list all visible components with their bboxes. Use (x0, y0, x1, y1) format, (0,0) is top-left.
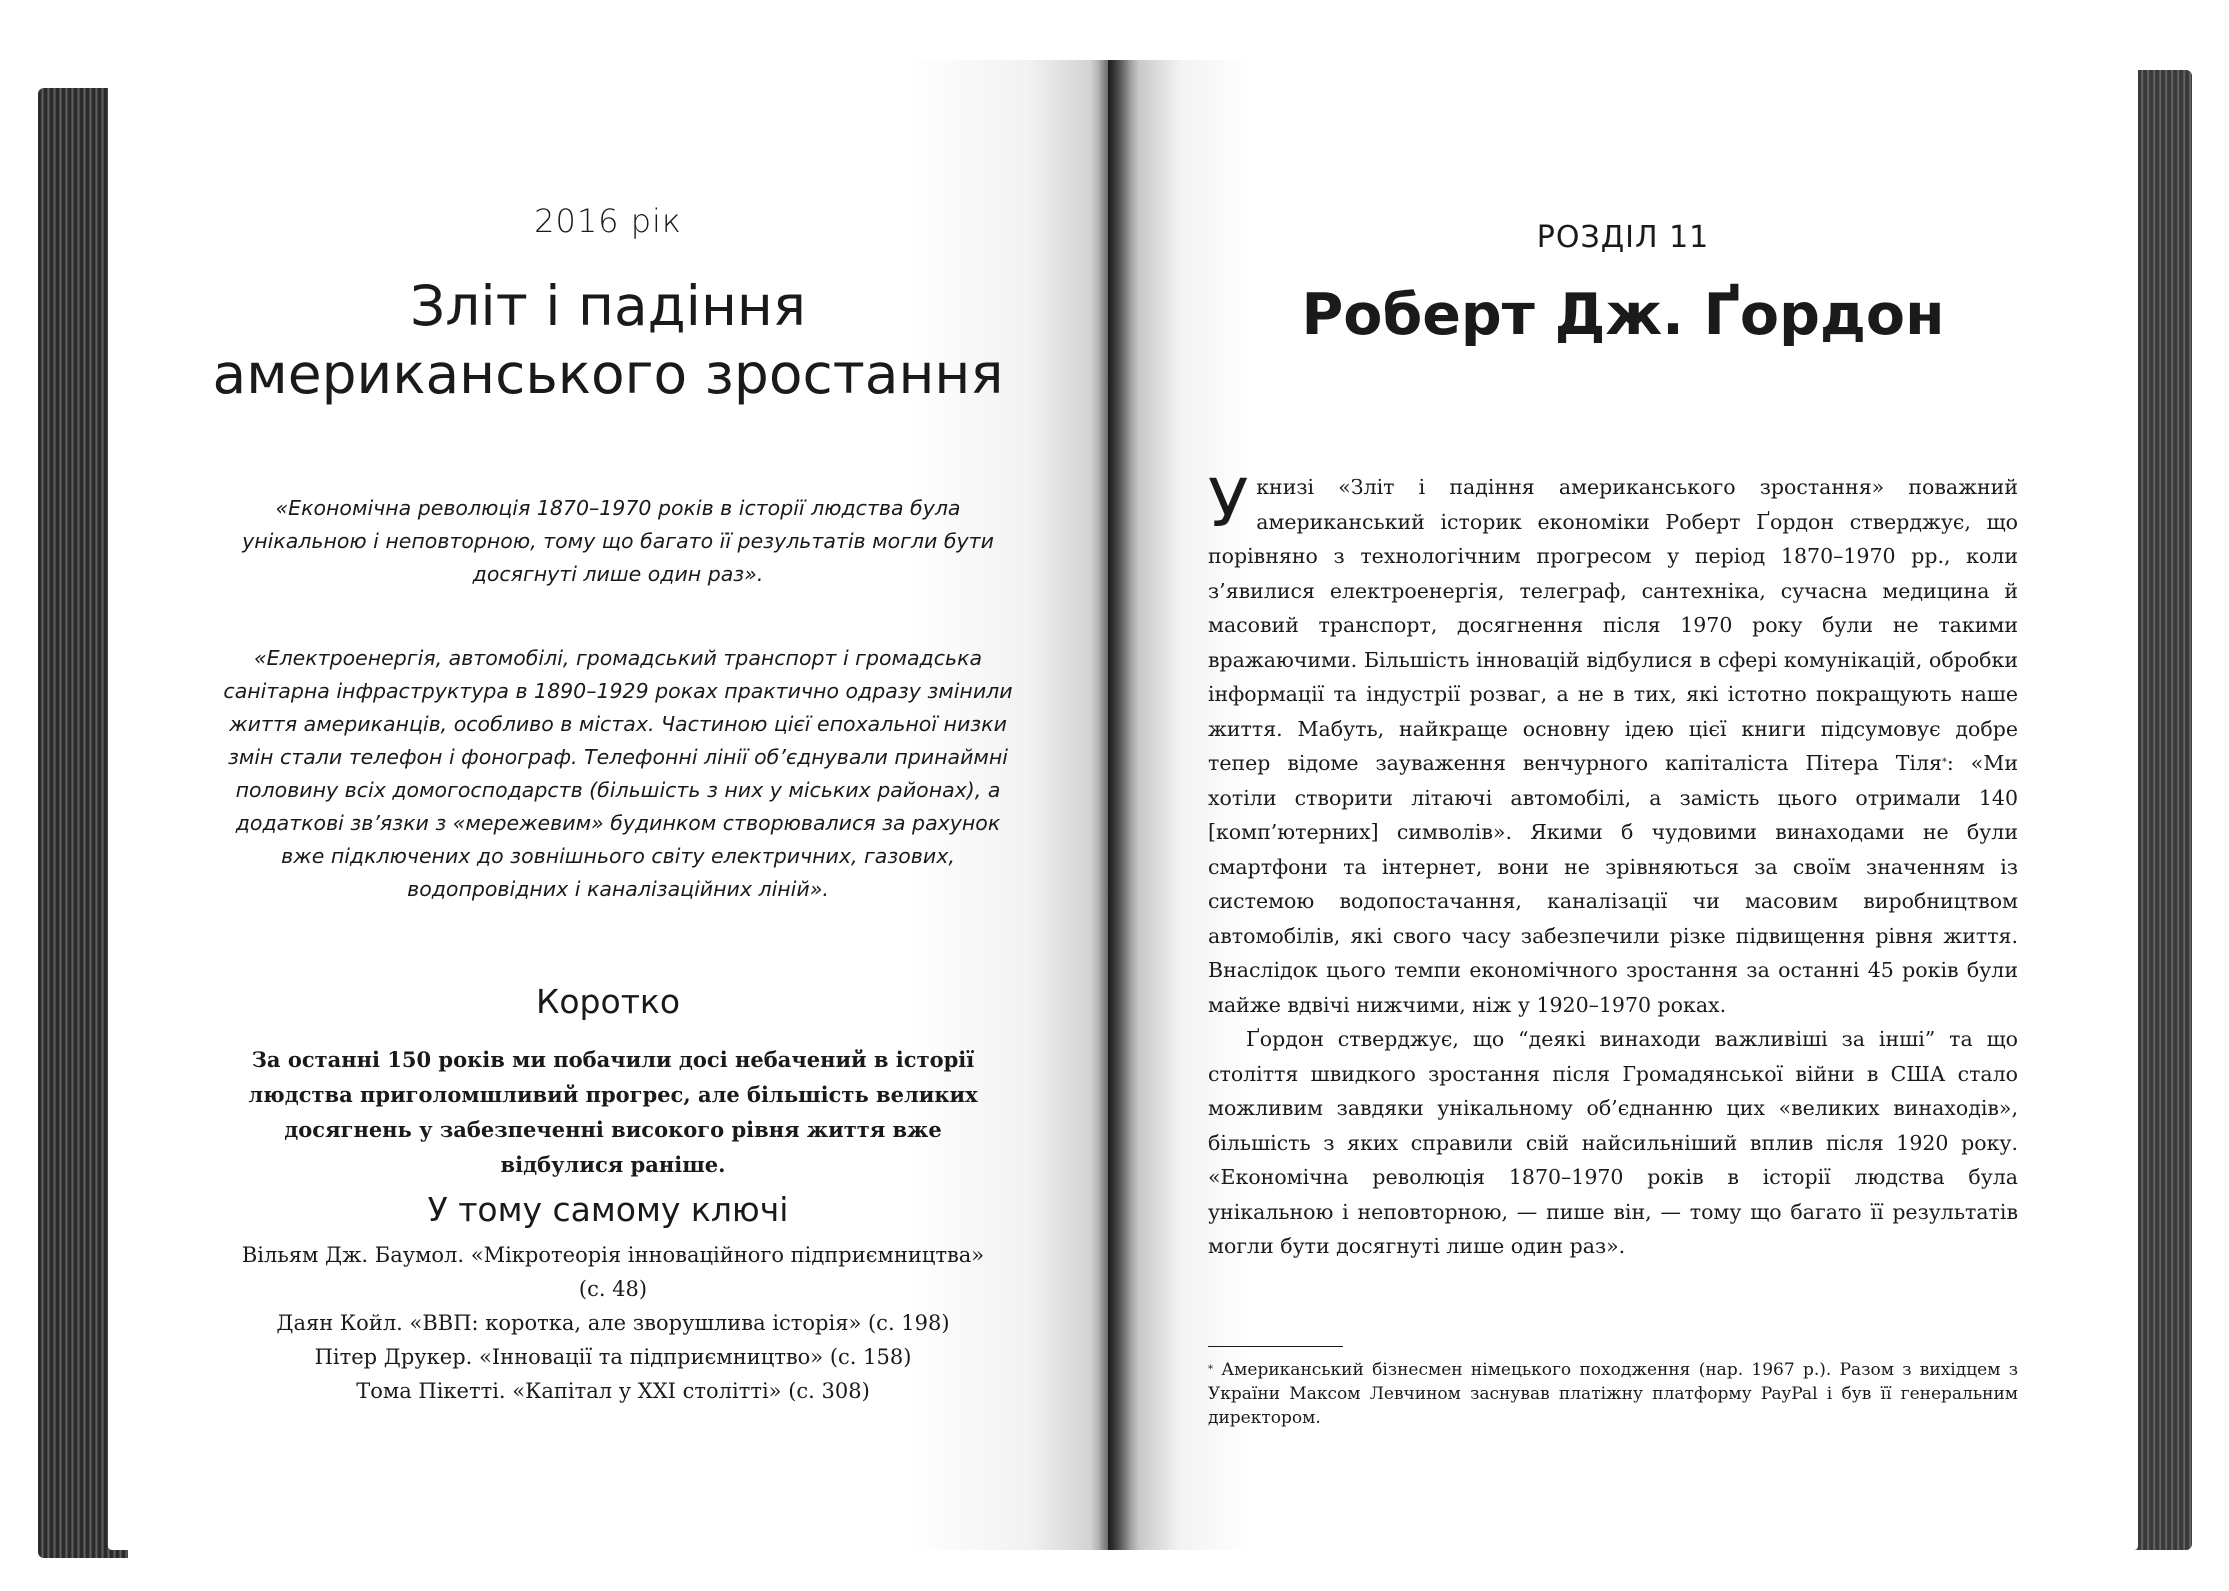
related-heading: У тому самому ключі (427, 1190, 789, 1229)
paragraph-1-text-end: : «Ми хотіли створити літаючі автомобілі, а замість цього отримали 140 [комп’ютерних] символів». Якими б чудовими винаходами не були смартфони та інтернет, вони не зрівняються за своїм значенням із системою водопостачання, каналізації чи масовим виробництвом автомобілів, які свого часу забезпечили різке підвищення рівня життя. Внаслідок цього темпи економічного зростання за останні 45 років були майже вдвічі нижчими, ніж у 1920–1970 роках. (1208, 751, 2018, 1017)
body-paragraph-2: Ґордон стверджує, що “деякі винаходи важливіші за інші” та що століття швидкого зростання після Громадянської війни в США стало можливим завдяки унікальному об’єднанню цих «великих винаходів», більшість з яких справили свій найсильніший вплив після 1920 року. «Економічна революція 1870–1970 років в історії людства була унікальною і неповторною, — пише він, — тому що багато її результатів могли бути досягнуті лише один раз». (1208, 1027, 2018, 1258)
epigraph-quote-1: «Економічна революція 1870–1970 років в історії людства була унікальною і неповторною, тому що багато її результатів могли бути досягнуті лише один раз». (242, 496, 994, 586)
paragraph-1-text: книзі «Зліт і падіння американського зростання» поважний американський історик економіки Роберт Ґордон стверджує, що порівняно з технологічним прогресом у період 1870–1970 рр., коли з’явилися електроенергія, телеграф, сантехніка, сучасна медицина й масовий транспорт, досягнення після 1970 року були не такими вражаючими. Більшість інновацій відбулися в сфері комунікацій, обробки інформації та індустрії розваг, а не в тих, які істотно покращують наше життя. Мабуть, найкраще основну ідею цієї книги підсумовує добре тепер відоме зауваження венчурного капіталіста Пітера Тіля (1208, 475, 2018, 775)
book-title-line-1: Зліт і падіння (410, 274, 806, 338)
book-title-line-2: американського зростання (212, 342, 1004, 406)
related-item: Вільям Дж. Баумол. «Мікротеорія інноваційного підприємництва» (с. 48) (241, 1243, 985, 1301)
footnote-mark: * (1208, 1364, 1213, 1375)
drop-cap: У (1208, 465, 1249, 542)
footnote (1208, 1358, 2018, 1430)
related-item: Тома Пікетті. «Капітал у XXI столітті» (с. 308) (356, 1379, 870, 1403)
chapter-label: РОЗДІЛ 11 (1536, 220, 1710, 255)
footnote-marker: * (1941, 757, 1947, 768)
chapter-title: Роберт Дж. Ґордон (1301, 282, 1945, 348)
related-item: Пітер Друкер. «Інновації та підприємництво» (с. 158) (314, 1345, 912, 1369)
summary-text: За останні 150 років ми побачили досі небачений в історії людства приголомшливий прогрес, але більшість великих досягнень у забезпеченні високого рівня життя вже відбулися раніше. (248, 1047, 978, 1177)
chapter-body (1208, 465, 2018, 1264)
related-item: Даян Койл. «ВВП: коротка, але зворушлива історія» (с. 198) (276, 1311, 950, 1335)
body-paragraph-1 (1208, 465, 2018, 1022)
summary-heading: Коротко (535, 982, 681, 1021)
epigraph-quote-2: «Електроенергія, автомобілі, громадський транспорт і громадська санітарна інфраструктура в 1890–1929 роках практично одразу змінили життя американців, особливо в містах. Частиною цієї епохальної низки змін стали телефон і фонограф. Телефонні лінії об’єднували принаймні половину всіх домогосподарств (більшість з них у міських районах), а додаткові зв’язки з «мережевим» будинком створювалися за рахунок вже підключених до зовнішнього світу електричних, газових, водопровідних і каналізаційних ліній». (223, 646, 1013, 901)
footnote-text: Американський бізнесмен німецького походження (нар. 1967 р.). Разом з вихідцем з України Максом Левчином заснував платіжну платформу PayPal і був її генеральним директором. (1208, 1360, 2018, 1428)
right-page (1108, 60, 2138, 1550)
left-page (108, 60, 1108, 1550)
related-list (228, 1238, 998, 1408)
publication-year: 2016 рік (534, 202, 682, 240)
book-title (108, 272, 1108, 408)
footnote-divider (1208, 1346, 1343, 1347)
